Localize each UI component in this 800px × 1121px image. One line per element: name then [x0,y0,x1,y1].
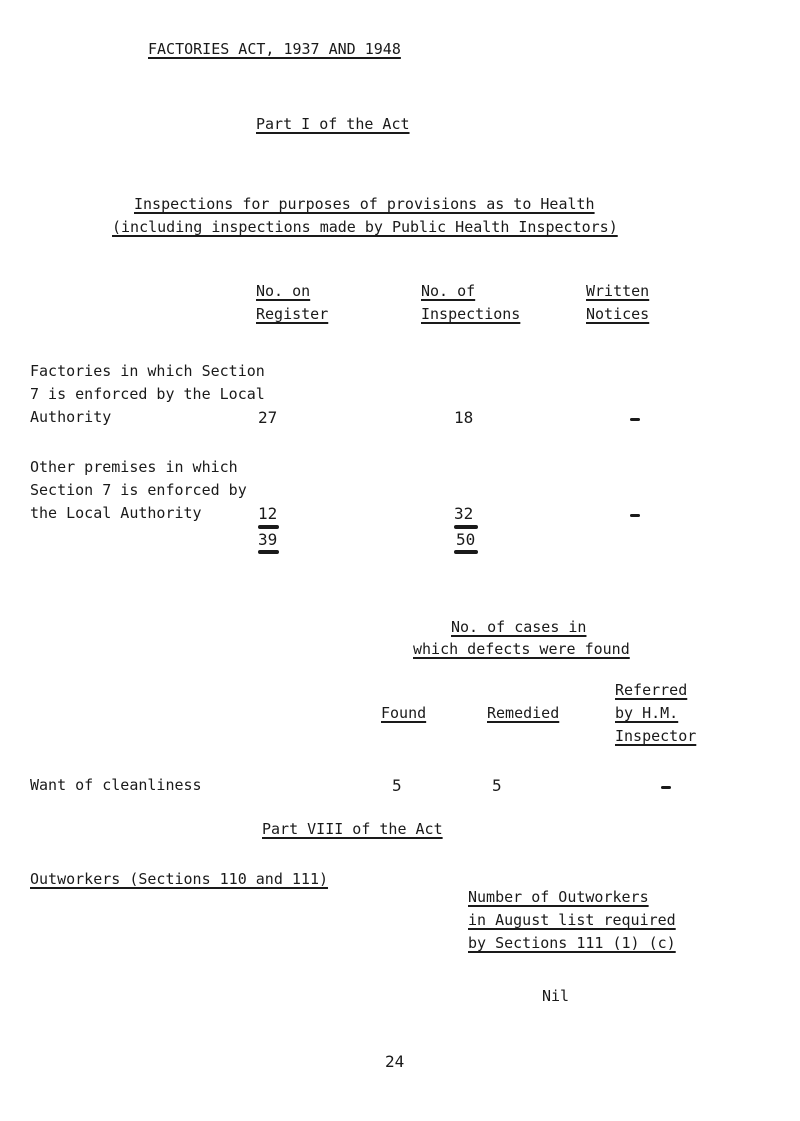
outworkers-label: Outworkers (Sections 110 and 111) [30,870,329,888]
row1-inspections-value: 18 [454,408,474,427]
inspections-heading-line1: Inspections for purposes of provisions as to Health [134,195,595,213]
row2-inspections-value: 32 [454,504,474,523]
outworkers-number-line3: by Sections 111 (1) (c) [468,934,676,952]
col-referred-line2: by H.M. [615,704,679,722]
col-remedied: Remedied [487,704,560,722]
outworkers-value: Nil [542,987,570,1005]
col-inspections-line2: Inspections [421,305,521,323]
register-total-rule-bottom [258,550,279,554]
defects-heading-line2: which defects were found [413,640,630,658]
row1-label-line1: Factories in which Section [30,362,265,380]
row1-label-line3: Authority [30,408,112,426]
row2-notices-dash [630,514,640,517]
row2-label-line1: Other premises in which [30,458,238,476]
inspections-total-rule-top [454,525,478,529]
defect-referred-dash [661,786,671,789]
outworkers-number-line2: in August list required [468,911,676,929]
col-inspections-line1: No. of [421,282,476,300]
defects-heading-line1: No. of cases in [451,618,587,636]
row1-label-line2: 7 is enforced by the Local [30,385,265,403]
row2-label-line3: the Local Authority [30,504,202,522]
col-referred-line3: Inspector [615,727,697,745]
row2-register-value: 12 [258,504,278,523]
part-eight-title: Part VIII of the Act [262,820,443,838]
inspections-total: 50 [456,530,476,549]
row1-register-value: 27 [258,408,278,427]
row1-notices-dash [630,418,640,421]
col-register-line1: No. on [256,282,311,300]
inspections-total-rule-bottom [454,550,478,554]
page-number: 24 [385,1052,405,1071]
col-notices-line2: Notices [586,305,650,323]
col-found: Found [381,704,427,722]
col-register-line2: Register [256,305,329,323]
col-notices-line1: Written [586,282,650,300]
defect-row-label: Want of cleanliness [30,776,202,794]
register-total: 39 [258,530,278,549]
col-referred-line1: Referred [615,681,688,699]
outworkers-number-line1: Number of Outworkers [468,888,649,906]
inspections-heading-line2: (including inspections made by Public Health Inspectors) [112,218,618,236]
register-total-rule-top [258,525,279,529]
act-title: FACTORIES ACT, 1937 AND 1948 [148,40,401,58]
row2-label-line2: Section 7 is enforced by [30,481,247,499]
defect-found-value: 5 [392,776,402,795]
part-one-title: Part I of the Act [256,115,410,133]
defect-remedied-value: 5 [492,776,502,795]
